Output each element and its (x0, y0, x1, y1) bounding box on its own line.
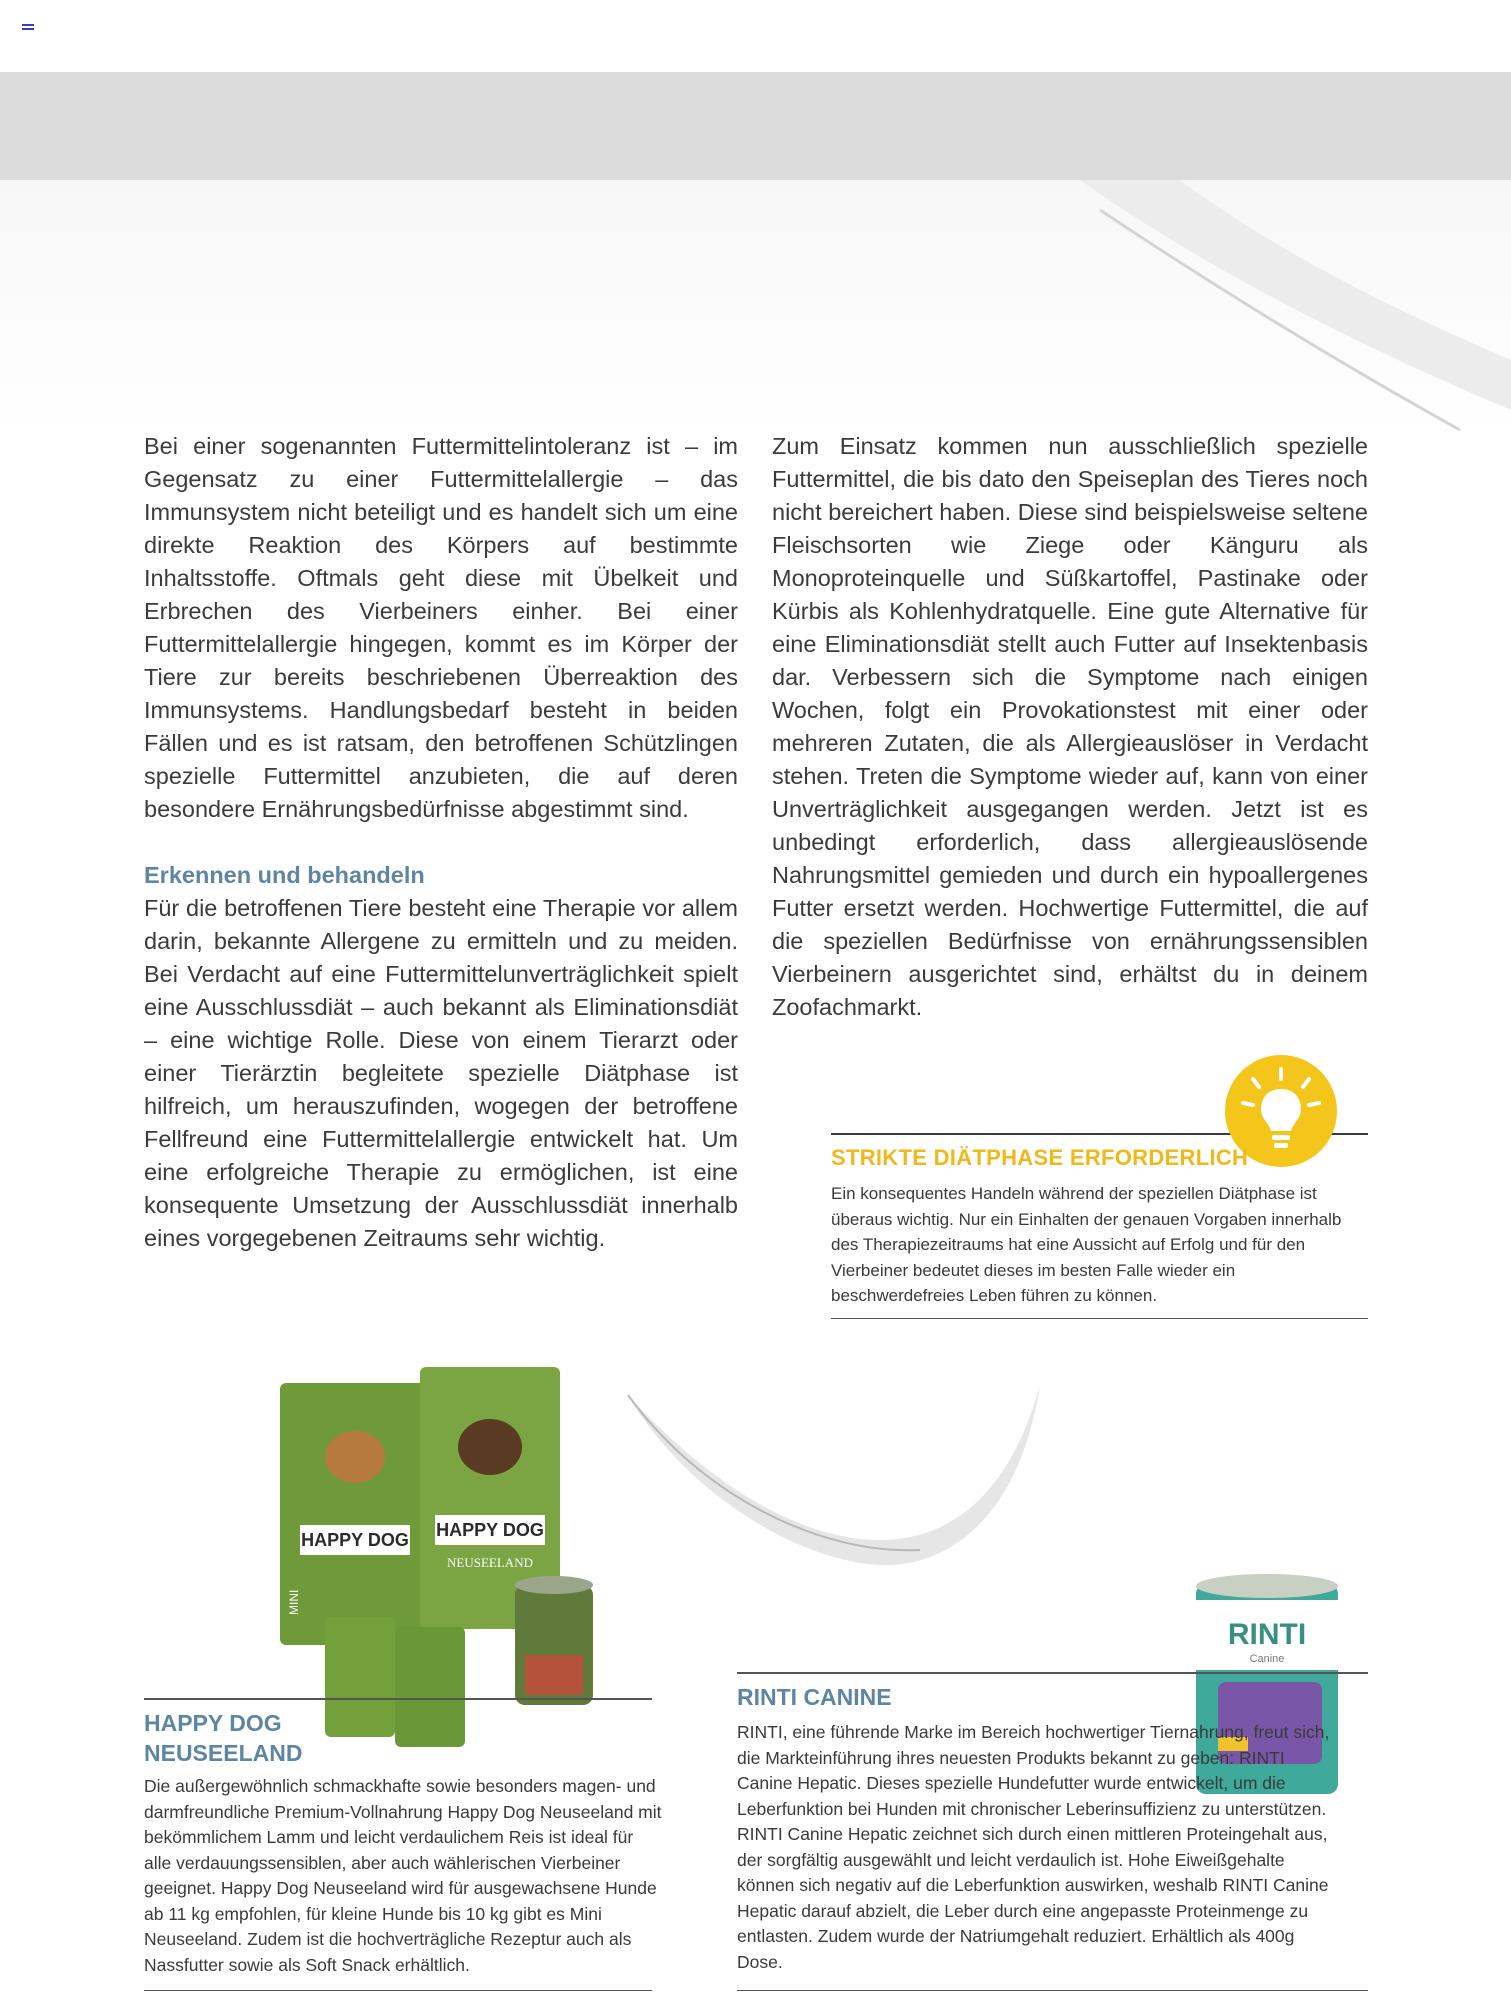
section-subheading: Erkennen und behandeln (144, 862, 425, 888)
menu-icon[interactable] (22, 24, 34, 34)
article-left-column (144, 430, 738, 1255)
title-line: NEUSEELAND (144, 1740, 303, 1766)
rinti-sub-label: Canine (1249, 1653, 1285, 1665)
mini-label: MINI (287, 1589, 301, 1615)
divider (144, 1698, 652, 1700)
feather-image (620, 1375, 1050, 1605)
happy-dog-brand-label: HAPPY DOG (436, 1520, 544, 1540)
happy-dog-brand-label: HAPPY DOG (301, 1530, 409, 1550)
feather-background-image (0, 180, 1511, 440)
happy-dog-products-image (270, 1365, 610, 1765)
happy-dog-title (144, 1708, 302, 1768)
header-banner (0, 72, 1511, 180)
article-right-column (772, 430, 1368, 1024)
top-bar (0, 0, 1511, 72)
divider (737, 1672, 1368, 1674)
happy-dog-description: Die außergewöhnlich schmackhafte sowie besonders magen- und darmfreundliche Premium-Vollnahrung Happy Dog Neuseeland mit bekömmlichem Lamm und leicht verdaulichem Reis ist ideal für alle verdauungssensiblen, aber auch wählerischen Vierbeiner geeignet. Happy Dog Neuseeland wird für ausgewachsene Hunde ab 11 kg empfohlen, für kleine Hunde bis 10 kg gibt es Mini Neuseeland. Zudem ist die hochverträgliche Rezeptur auch als Nassfutter sowie als Soft Snack erhältlich. (144, 1776, 662, 1975)
divider (144, 1990, 652, 1991)
divider (831, 1318, 1368, 1319)
rinti-brand-label: RINTI (1227, 1618, 1307, 1651)
happy-dog-variant-label: NEUSEELAND (447, 1555, 533, 1570)
title-line: HAPPY DOG (144, 1710, 282, 1736)
article-paragraph: Zum Einsatz kommen nun ausschließlich spezielle Futtermittel, die bis dato den Speiseplan des Tieres noch nicht bereichert haben. Diese sind beispielsweise seltene Fleischsorten wie Ziege oder Känguru als Monoproteinquelle und Süßkartoffel, Pastinake oder Kürbis als Kohlenhydratquelle. Eine gute Alternative für eine Eliminationsdiät stellt auch Futter auf Insektenbasis dar. Verbessern sich die Symptome nach einigen Wochen, folgt ein Provokationstest mit einer oder mehreren Zutaten, die als Allergieauslöser in Verdacht stehen. Treten die Symptome wieder auf, kann von einer Unverträglichkeit ausgegangen werden. Jetzt ist es unbedingt erforderlich, dass allergieauslösende Nahrungsmittel gemieden und durch ein hypoallergenes Futter ersetzt werden. Hochwertige Futtermittel, die auf die speziellen Bedürfnisse von ernährungssensiblen Vierbeinern ausgerichtet sind, erhältst du in deinem Zoofachmarkt. (772, 433, 1368, 1020)
article-paragraph: Für die betroffenen Tiere besteht eine Therapie vor allem darin, bekannte Allergene zu ermitteln und zu meiden. Bei Verdacht auf eine Futtermittelunverträglichkeit spielt eine Ausschlussdiät – auch bekannt als Eliminationsdiät – eine wichtige Rolle. Diese von einem Tierarzt oder einer Tierärztin begleitete spezielle Diätphase ist hilfreich, um herauszufinden, wogegen der betroffene Fellfreund eine Futtermittelallergie entwickelt hat. Um eine erfolgreiche Therapie zu ermöglichen, ist eine konsequente Umsetzung der Ausschlussdiät innerhalb eines vorgegebenen Zeitraums sehr wichtig. (144, 895, 738, 1251)
tip-title: STRIKTE DIÄTPHASE ERFORDERLICH (831, 1145, 1249, 1170)
rinti-description: RINTI, eine führende Marke im Bereich hochwertiger Tiernahrung, freut sich, die Markteinführung ihres neuesten Produkts bekannt zu geben: RINTI Canine Hepatic. Dieses spezielle Hundefutter wurde entwickelt, um die Leberfunktion bei Hunden mit chronischer Leberinsuffizienz zu unterstützen. RINTI Canine Hepatic zeichnet sich durch einen mittleren Proteingehalt aus, der sorgfältig ausgewählt und leicht verdaulich ist. Hohe Eiweißgehalte können sich negativ auf die Leberfunktion auswirken, weshalb RINTI Canine Hepatic darauf abzielt, die Leber durch eine angepasste Proteinmenge zu entlasten. Zudem wurde der Natriumgehalt reduziert. Erhältlich als 400g Dose. (737, 1722, 1330, 1972)
divider (737, 1990, 1368, 1991)
tip-text: Ein konsequentes Handeln während der speziellen Diätphase ist überaus wichtig. Nur ein Einhalten der genauen Vorgaben innerhalb des Therapiezeitraums hat eine Aussicht auf Erfolg und für den Vierbeiner bedeutet dieses im besten Falle wieder ein beschwerdefreies Leben führen zu können. (831, 1184, 1342, 1305)
rinti-title: RINTI CANINE (737, 1684, 892, 1710)
article-paragraph: Bei einer sogenannten Futtermittelintoleranz ist – im Gegensatz zu einer Futtermittelallergie – das Immunsystem nicht beteiligt und es handelt sich um eine direkte Reaktion des Körpers auf bestimmte Inhaltsstoffe. Oftmals geht diese mit Übelkeit und Erbrechen des Vierbeiners einher. Bei einer Futtermittelallergie hingegen, kommt es im Körper der Tiere zur bereits beschriebenen Überreaktion des Immunsystems. Handlungsbedarf besteht in beiden Fällen und es ist ratsam, den betroffenen Schützlingen spezielle Futtermittel anzubieten, die auf deren besondere Ernährungsbedürfnisse abgestimmt sind. (144, 433, 738, 822)
